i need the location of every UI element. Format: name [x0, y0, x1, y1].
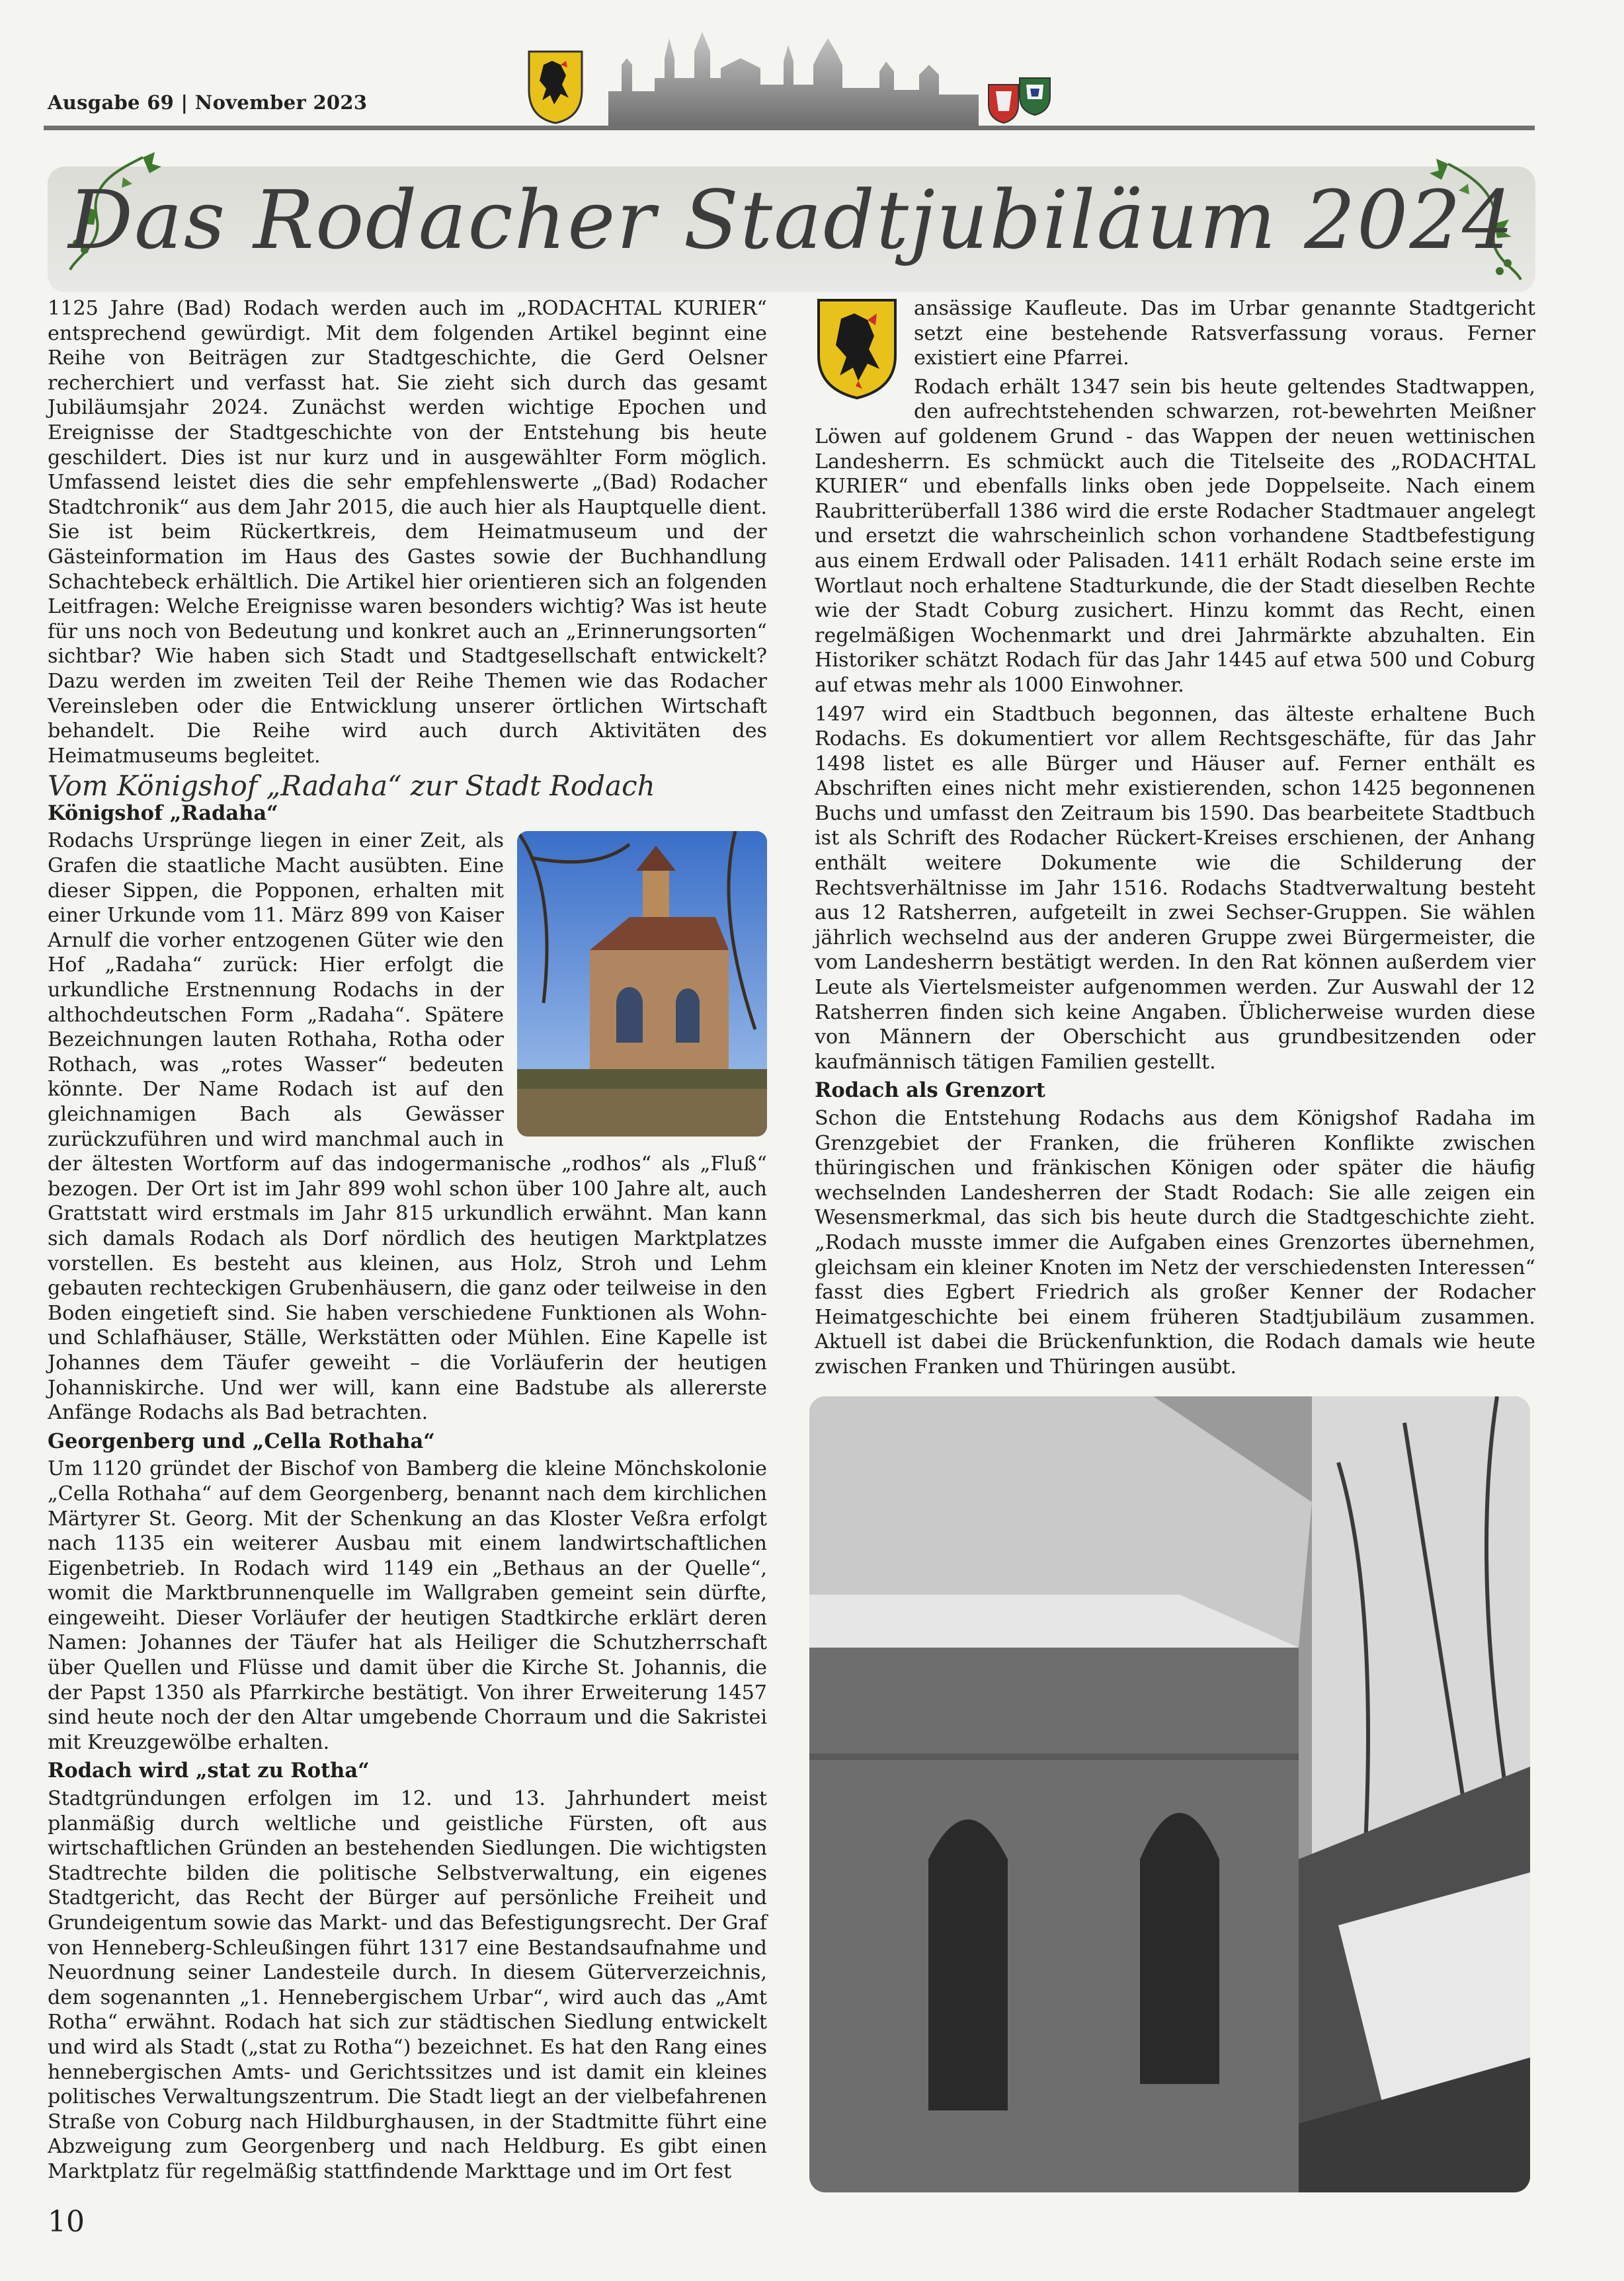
- paragraph-stat-zu-rotha: Stadtgründungen erfolgen im 12. und 13. Jahrhundert meist planmäßig durch weltliche und geistliche Fürsten, oft aus wirtschaftlichen Gründen an bestehenden Siedlungen. Die wichtigsten Stadtrechte bilden die politische Selbstverwaltung, ein eigenes Stadtgericht, das Recht der Bürger auf persönliche Freiheit und Grundeigentum sowie das Markt- und das Befestigungsrecht. Der Graf von Henneberg-Schleußingen führt 1317 eine Bestandsaufnahme und Neuordnung seiner Landesteile durch. In diesem Güterverzeichnis, dem sogenannten „1. Hennebergischem Urbar“, wird auch das „Amt Rotha“ erwähnt. Rodach hat sich zur städtischen Siedlung entwickelt und wird als Stadt („stat zu Rotha“) bezeichnet. Es hat den Rang eines hennebergischen Amts- und Gerichtssitzes und ist damit ein kleines politisches Verwaltungszentrum. Die Stadt liegt an der vielbefahrenen Straße von Coburg nach Hildburghausen, in der Stadtmitte führt eine Abzweigung zum Georgenberg und nach Heldburg. Es gibt einen Marktplatz für regelmäßig stattfindende Markttage und im Ort fest: [48, 1787, 767, 2183]
- issue-label: Ausgabe 69 | November 2023: [48, 91, 368, 114]
- article-column-left: [48, 296, 767, 2188]
- article-intro: 1125 Jahre (Bad) Rodach werden auch im „RODACHTAL KURIER“ entsprechend gewürdigt. Mit dem folgenden Artikel beginnt eine Reihe von Beiträgen zur Stadtgeschichte, die Gerd Oelsner recherchiert und verfasst hat. Sie zieht sich durch das gesamt Jubiläumsjahr 2024. Zunächst werden wichtige Epochen und Ereignisse der Stadtgeschichte von der Entstehung bis heute geschildert. Dies ist nur kurz und in ausgewählter Form möglich. Umfassend leistet dies die sehr empfehlenswerte „(Bad) Rodacher Stadtchronik“ aus dem Jahr 2015, die auch hier als Hauptquelle dient. Sie ist beim Rückertkreis, dem Heimatmuseum und der Gästeinformation im Haus des Gastes sowie der Buchhandlung Schachtebeck erhältlich. Die Artikel hier orientieren sich an folgenden Leitfragen: Welche Ereignisse waren besonders wichtig? Was ist heute für uns noch von Bedeutung und konkret auch an „Erinnerungsorten“ sichtbar? Wie haben sich Stadt und Stadtgesellschaft entwickelt? Dazu werden im zweiten Teil der Reihe Themen wie das Rodacher Vereinsleben oder die Entwicklung unserer örtlichen Wirtschaft behandelt. Die Reihe wird auch durch Aktivitäten des Heimatmuseums begleitet.: [48, 297, 767, 768]
- church-photo-large: [809, 1396, 1530, 2192]
- coat-of-arms-rodach-icon: [529, 52, 582, 123]
- subheading-stat-zu-rotha: Rodach wird „stat zu Rotha“: [48, 1759, 370, 1783]
- subheading-georgenberg: Georgenberg und „Cella Rothaha“: [48, 1429, 435, 1453]
- article-column-right: [815, 296, 1535, 1384]
- page-title: Das Rodacher Stadtjubiläum 2024: [68, 173, 1515, 267]
- partner-arms-icon: [989, 78, 1050, 123]
- coat-of-arms-rodach-icon: [815, 296, 899, 401]
- header-rule: [44, 126, 1535, 130]
- town-skyline-icon: [522, 12, 1065, 126]
- paragraph-georgenberg: Um 1120 gründet der Bischof von Bamberg die kleine Mönchskolonie „Cella Rothaha“ auf dem Georgenberg, benannt nach dem kirchlichen Märtyrer St. Georg. Mit der Schenkung an das Kloster Veßra erfolgt nach 1135 ein weiterer Ausbau mit einem landwirtschaftlichen Eigenbetrieb. In Rodach wird 1149 ein „Bethaus an der Quelle“, womit die Marktbrunnenquelle im Wallgraben gemeint sein dürfte, eingeweiht. Dieser Vorläufer der heutigen Stadtkirche erklärt deren Namen: Johannes der Täufer hat als Heiliger die Schutzherrschaft über Quellen und Flüsse und damit über die Kirche St. Johannis, die der Papst 1350 als Pfarrkirche bestätigt. Von ihrer Erweiterung 1457 sind heute noch der den Altar umgebende Chorraum und die Sakristei mit Kreuzgewölbe erhalten.: [48, 1457, 767, 1754]
- paragraph-stadtbuch: 1497 wird ein Stadtbuch begonnen, das älteste erhaltene Buch Rodachs. Es dokumentiert vor allem Rechtsgeschäfte, für das Jahr 1498 listet es alle Bürger und Häuser auf. Ferner enthält es Abschriften eines nicht mehr existierenden, schon 1425 begonnenen Buchs und umfasst den Zeitraum bis 1590. Das bearbeitete Stadtbuch ist als Schrift des Rodacher Rückert-Kreises erschienen, der Anhang enthält weitere Dokumente wie die Schilderung der Rechtsverhältnisse im Jahr 1516. Rodachs Stadtverwaltung besteht aus 12 Ratsherren, aufgeteilt in zwei Sechser-Gruppen. Sie wählen jährlich wechselnd aus der anderen Gruppe zwei Bürgermeister, die vom Landesherrn bestätigt werden. In den Rat können außerdem vier Leute als Viertelsmeister aufgenommen werden. Zur Auswahl der 12 Ratsherren finden sich keine Angaben. Üblicherweise wurden diese von Männern der Oberschicht aus grundbesitzenden oder kaufmännisch tätigen Familien gestellt.: [815, 702, 1535, 1074]
- paragraph-stadtwappen: Rodach erhält 1347 sein bis heute geltendes Stadtwappen, den aufrechtstehenden schwarzen, rot-bewehrten Meißner Löwen auf goldenem Grund - das Wappen der neuen wettinischen Landesherrn. Es schmückt auch die Titelseite des „RODACHTAL KURIER“ und ebenfalls links oben jede Doppelseite. Nach einem Raubritterüberfall 1386 wird die erste Rodacher Stadtmauer angelegt und ersetzt die wahrscheinlich schon vorhandene Stadtbefestigung aus einem Erdwall oder Palisaden. 1411 erhält Rodach seine erste im Wortlaut noch erhaltene Stadturkunde, die der Stadt dieselben Rechte wie der Stadt Coburg zusichert. Hinzu kommt das Recht, einen regelmäßigen Wochenmarkt und drei Jahrmärkte abzuhalten. Ein Historiker schätzt Rodach für das Jahr 1445 auf etwa 500 und Coburg auf etwas mehr als 1000 Einwohner.: [815, 375, 1535, 697]
- paragraph-pfarrei: ansässige Kaufleute. Das im Urbar genannte Stadtgericht setzt eine bestehende Ratsverfassung voraus. Ferner existiert eine Pfarrei.: [914, 297, 1535, 370]
- paragraph-grenzort: Schon die Entstehung Rodachs aus dem Königshof Radaha im Grenzgebiet der Franken, die früheren Konflikte zwischen thüringischen und fränkischen Königen oder später die häufig wechselnden Landesherren der Stadt Rodach: Sie alle zeigen ein Wesensmerkmal, das sich bis heute durch die Stadtgeschichte zieht. „Rodach musste immer die Aufgaben eines Grenzortes übernehmen, gleichsam ein kleiner Knoten im Netz der verschiedensten Interessen“ fasst dies Egbert Friedrich als großer Kenner der Rodacher Heimatgeschichte bei einem früheren Stadtjubiläum zusammen. Aktuell ist dabei die Brückenfunktion, die Rodach damals wie heute zwischen Franken und Thüringen ausübt.: [815, 1107, 1535, 1379]
- page-number: 10: [48, 2205, 85, 2239]
- church-photo-small: [517, 831, 767, 1137]
- subheading-koenigshof: Königshof „Radaha“: [48, 801, 278, 825]
- section-title: Vom Königshof „Radaha“ zur Stadt Rodach: [48, 770, 655, 803]
- subheading-grenzort: Rodach als Grenzort: [815, 1078, 1045, 1103]
- paragraph-koenigshof: Rodachs Ursprünge liegen in einer Zeit, als Grafen die staatliche Macht ausübten. Eine dieser Sippen, die Popponen, erhalten mit einer Urkunde vom 11. März 899 von Kaiser Arnulf die vorher entzogenen Güter wie den Hof „Radaha“ zurück: Hier erfolgt die urkundliche Erstnennung Rodachs in der althochdeutschen Form „Radaha“. Spätere Bezeichnungen lauten Rothaha, Rotha oder Rothach, was „rotes Wasser“ bedeuten könnte. Der Name Rodach ist auf den gleichnamigen Bach als Gewässer zurückzuführen und wird manchmal auch in der ältesten Wortform auf das indogermanische „rodhos“ als „Fluß“ bezogen. Der Ort ist im Jahr 899 wohl schon über 100 Jahre alt, auch Grattstatt wird erstmals im Jahr 815 urkundlich erwähnt. Man kann sich damals Rodach als Dorf nördlich des heutigen Marktplatzes vorstellen. Es besteht aus kleinen, aus Holz, Stroh und Lehm gebauten rechteckigen Grubenhäusern, die ganz oder teilweise in den Boden eingetieft sind. Sie haben verschiedene Funktionen als Wohn- und Schlafhäuser, Ställe, Werkstätten oder Mühlen. Eine Kapelle ist Johannes dem Täufer geweiht – die Vorläuferin der heutigen Johanniskirche. Und wer will, kann eine Badstube als allererste Anfänge Rodachs als Bad betrachten.: [48, 829, 767, 1425]
